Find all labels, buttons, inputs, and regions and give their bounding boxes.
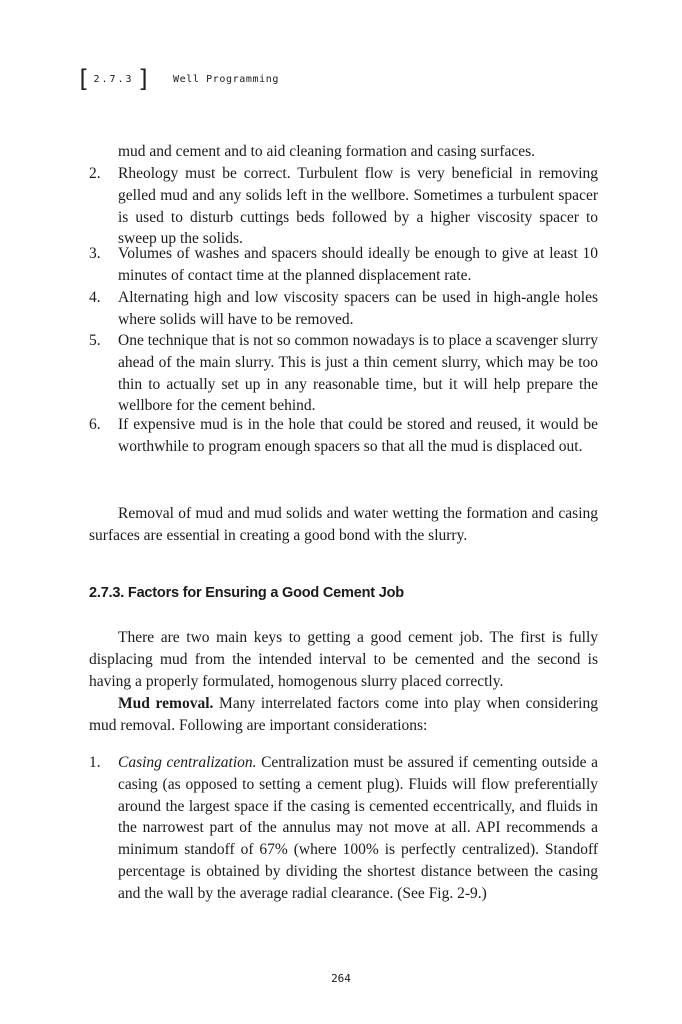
header-bracket-open: [	[76, 65, 91, 93]
mud-removal-label: Mud removal.	[118, 695, 214, 712]
list-item-text: Rheology must be correct. Turbulent flow is very beneficial in removing gelled mud and any solids left in the wellbore. Sometimes a turbulent spacer is used to disturb cuttings beds followed by a higher viscosity spacer to sweep up the solids.	[118, 165, 598, 248]
list-item-text: One technique that is not so common nowadays is to place a scavenger slurry ahead of the main slurry. This is just a thin cement slurry, which may be too thin to actually set up in any reasonable time, but it will help prepare the wellbore for the cement behind.	[118, 332, 598, 415]
list-item	[89, 287, 598, 331]
page-number: 264	[331, 972, 351, 985]
list-item-number: 2.	[89, 165, 101, 182]
list-item	[89, 752, 598, 905]
header-bracket-close: ]	[136, 65, 152, 93]
list-item	[89, 330, 598, 417]
list-item	[89, 163, 598, 250]
list-item-term: Casing centralization.	[118, 754, 257, 771]
list-item-text: Volumes of washes and spacers should ideally be enough to give at least 10 minutes of contact time at the planned displacement rate.	[118, 245, 598, 284]
list-item-text: Alternating high and low viscosity spacers can be used in high-angle holes where solids will have to be removed.	[118, 289, 598, 328]
list-item-number: 6.	[89, 416, 101, 433]
intro-paragraph: There are two main keys to getting a good cement job. The first is fully displacing mud from the intended interval to be cemented and the second is having a properly formulated, homogenous slurry placed correctly.	[89, 629, 598, 690]
list-item-text	[118, 752, 598, 905]
list-item-number: 5.	[89, 332, 101, 349]
removal-paragraph: Removal of mud and mud solids and water wetting the formation and casing surfaces are essential in creating a good bond with the slurry.	[89, 505, 598, 544]
running-header	[76, 64, 279, 94]
section-heading: 2.7.3. Factors for Ensuring a Good Cement Job	[89, 585, 404, 601]
mud-removal-paragraph	[89, 693, 598, 737]
header-title: Well Programming	[173, 73, 279, 85]
list-item	[89, 414, 598, 458]
mud-removal-text: Many interrelated factors come into play when considering mud removal. Following are important considerations:	[89, 695, 598, 734]
list-item-text: If expensive mud is in the hole that could be stored and reused, it would be worthwhile to program enough spacers so that all the mud is displaced out.	[118, 416, 598, 455]
header-section-number: 2.7.3	[93, 73, 134, 85]
list-item-body: Centralization must be assured if cementing outside a casing (as opposed to setting a cement plug). Fluids will flow preferentially around the largest space if the casing is cemented eccentrically, and fluids in the narrowest part of the annulus may not move at all. API recommends a minimum standoff of 67% (where 100% is perfectly centralized). Standoff percentage is obtained by dividing the shortest distance between the casing and the wall by the average radial clearance. (See Fig. 2-9.)	[118, 754, 598, 902]
list-item	[89, 243, 598, 287]
continuation-line: mud and cement and to aid cleaning formation and casing surfaces.	[118, 143, 536, 160]
list-item-number: 1.	[89, 754, 101, 771]
list-item-number: 3.	[89, 245, 101, 262]
list-item-number: 4.	[89, 289, 101, 306]
